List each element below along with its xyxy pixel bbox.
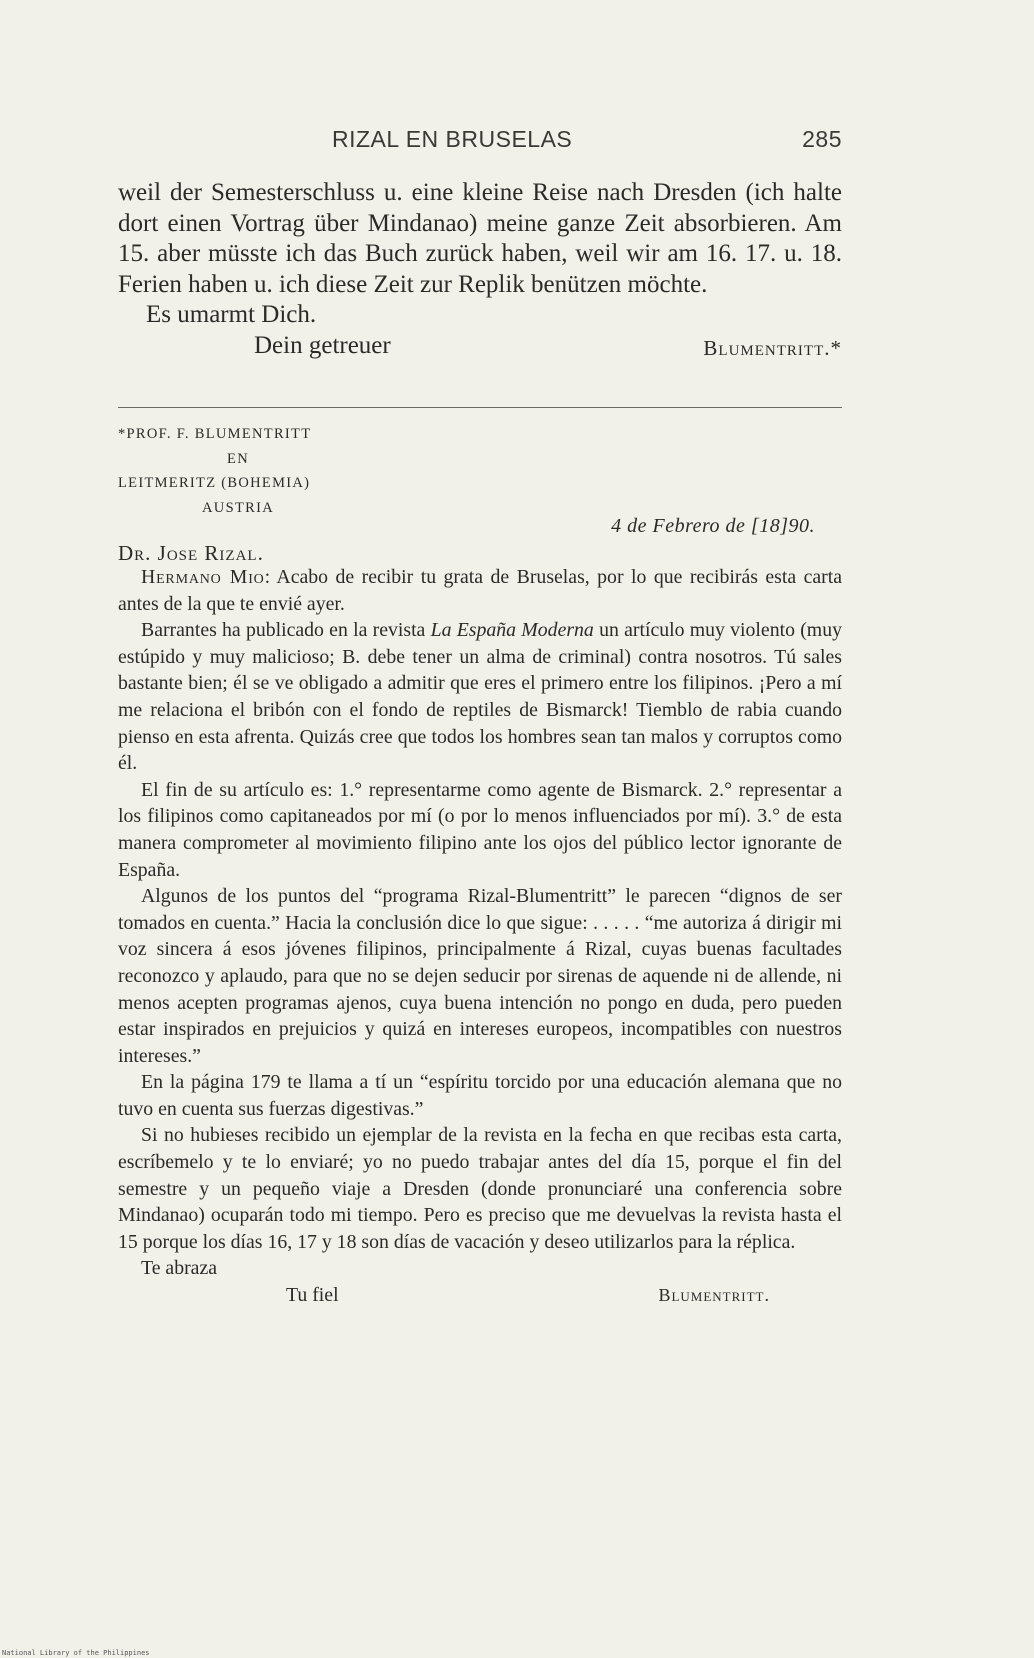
german-letter: [118, 178, 842, 363]
spanish-closing: Te abraza: [141, 1257, 218, 1280]
address-line-name: *PROF. F. BLUMENTRITT: [118, 426, 312, 442]
spanish-paragraph-2: [118, 617, 842, 777]
german-paragraph: weil der Semesterschluss u. eine kleine Reise nach Dresden (ich halte dort einen Vortrag über Mindanao) meine ganze Zeit absorbieren. Am 15. aber müsste ich das Buch zurück haben, weil wir am 16. 17. u. 18. Ferien haben u. ich diese Zeit zur Replik benützen möchte.: [118, 179, 842, 298]
address-line-city: LEITMERITZ (BOHEMIA): [118, 475, 311, 491]
address-line-en: EN: [227, 450, 249, 467]
page-number: 285: [802, 126, 842, 152]
section-divider: [118, 407, 842, 408]
letter-addressee: Dr. Jose Rizal.: [118, 541, 264, 565]
spanish-signature: Blumentritt.: [658, 1285, 770, 1306]
journal-title: La España Moderna: [430, 619, 594, 642]
german-signature-row: [118, 331, 842, 363]
spanish-paragraph-1: [118, 564, 842, 617]
german-closing: Es umarmt Dich.: [146, 301, 317, 328]
spanish-signature-row: [118, 1282, 842, 1309]
spanish-letter: [118, 564, 842, 1309]
address-line-country: AUSTRIA: [202, 499, 274, 516]
german-signature: Blumentritt.*: [703, 335, 842, 360]
spanish-paragraph-3: El fin de su artículo es: 1.° representarme como agente de Bismarck. 2.° representar a los filipinos como capitaneados por mí (o por lo menos influenciados por mí). 3.° de esta manera comprometer al movimiento filipino ante los ojos del público lector ignorante de España.: [118, 778, 842, 881]
german-valediction: Dein getreuer: [254, 331, 391, 359]
spanish-paragraph-6: Si no hubieses recibido un ejemplar de la revista en la fecha en que recibas esta carta, escríbemelo y te lo enviaré; yo no puedo trabajar antes del día 15, porque el fin del semestre y un pequeño viaje a Dresden (donde pronunciaré una conferencia sobre Mindanao) ocuparán todo mi tiempo. Pero es preciso que me devuelvas la revista hasta el 15 porque los días 16, 17 y 18 son días de vacación y deseo utilizarlos para la réplica.: [118, 1124, 842, 1253]
spanish-paragraph-2-b: un artículo muy violento (muy estúpido y muy malicioso; B. debe tener un alma de criminal) contra nosotros. Tú sales bastante bien; él se ve obligado a admitir que eres el primero entre los filipinos. ¡Pero a mí me relaciona el bribón con el fondo de reptiles de Bismarck! Tiemblo de rabia cuando pienso en esta afrenta. Quizás cree que todos los hombres sean tan malos y corruptos como él.: [118, 619, 842, 775]
spanish-paragraph-4: Algunos de los puntos del “programa Rizal-Blumentritt” le parecen “dignos de ser tomados en cuenta.” Hacia la conclusión dice lo que sigue: . . . . . “me autoriza á dirigir mi voz sincera á esos jóvenes filipinos, principalmente á Rizal, cuyas buenas facultades reconozco y aplaudo, para que no se dejen seducir por sirenas de aquende ni de allende, ni menos acepten programas ajenos, cuya buena intención no pongo en duda, pero pueden estar inspirados en prejuicios y quizá en intereses europeos, incompatibles con nuestros intereses.”: [118, 885, 842, 1067]
spanish-paragraph-1-text: : Acabo de recibir tu grata de Bruselas, por lo que recibirás esta carta antes de la que te envié ayer.: [118, 566, 843, 615]
spanish-paragraph-5: En la página 179 te llama a tí un “espíritu torcido por una educación alemana que no tuvo en cuenta sus fuerzas digestivas.”: [118, 1071, 842, 1120]
footnote-address: [118, 422, 358, 520]
letter-greeting: Hermano Mio: [141, 566, 265, 588]
running-head-title: RIZAL EN BRUSELAS: [332, 126, 573, 152]
letter-date: 4 de Febrero de [18]90.: [611, 515, 815, 537]
spanish-valediction: Tu fiel: [286, 1284, 339, 1307]
spanish-paragraph-2-a: Barrantes ha publicado en la revista: [141, 619, 431, 642]
spanish-closing-row: [118, 1255, 842, 1282]
library-footer-note: National Library of the Philippines: [2, 1649, 150, 1657]
